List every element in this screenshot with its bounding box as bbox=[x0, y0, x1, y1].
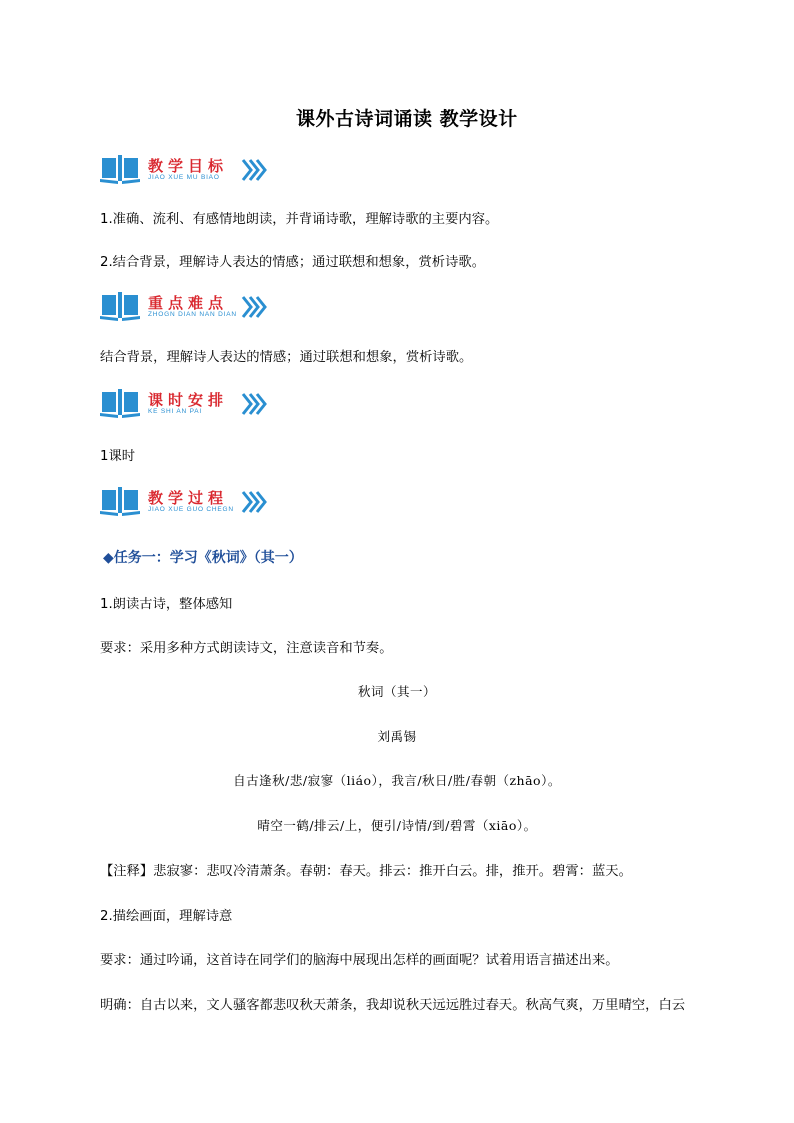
requirement-text: 要求：采用多种方式朗读诗文，注意读音和节奏。 bbox=[100, 641, 393, 656]
document-title: 课外古诗词诵读 教学设计 bbox=[296, 108, 518, 130]
book-icon bbox=[100, 155, 140, 185]
section-heading-process bbox=[100, 487, 300, 523]
poem-line: 自古逢秋/悲/寂寥（liáo），我言/秋日/胜/春朝（zhāo）。 bbox=[233, 773, 561, 788]
poem-line: 晴空一鹤/排云/上，便引/诗情/到/碧霄（xiāo）。 bbox=[257, 818, 537, 833]
task-heading: ◆任务一：学习《秋词》（其一） bbox=[103, 550, 303, 566]
heading-label: 教学目标 bbox=[148, 157, 229, 175]
book-icon bbox=[100, 389, 140, 419]
book-icon bbox=[100, 487, 140, 517]
requirement-text: 要求：通过吟诵，这首诗在同学们的脑海中展现出怎样的画面呢？试着用语言描述出来。 bbox=[100, 953, 619, 968]
heading-label: 课时安排 bbox=[148, 391, 229, 409]
section-heading-key-points bbox=[100, 292, 300, 328]
section-heading-schedule bbox=[100, 389, 300, 425]
heading-pinyin: JIAO XUE MU BIAO bbox=[148, 174, 220, 181]
step-heading: 2.描绘画面，理解诗意 bbox=[100, 909, 233, 924]
chevron-right-icon bbox=[241, 391, 267, 417]
annotation-text: 【注释】悲寂寥：悲叹冷清萧条。春朝：春天。排云：推开白云。排，推开。碧霄：蓝天。 bbox=[100, 864, 632, 879]
heading-label: 教学过程 bbox=[148, 489, 229, 507]
heading-label: 重点难点 bbox=[148, 294, 229, 312]
heading-pinyin: ZHOGN DIAN NAN DIAN bbox=[148, 311, 237, 318]
chevron-right-icon bbox=[241, 489, 267, 515]
poem-title: 秋词（其一） bbox=[357, 684, 436, 699]
key-points-text: 结合背景，理解诗人表达的情感；通过联想和想象，赏析诗歌。 bbox=[100, 350, 473, 365]
schedule-text: 1课时 bbox=[100, 449, 136, 464]
step-heading: 1.朗读古诗，整体感知 bbox=[100, 597, 233, 612]
heading-pinyin: JIAO XUE GUO CHEGN bbox=[148, 506, 234, 513]
heading-pinyin: KE SHI AN PAI bbox=[148, 408, 202, 415]
chevron-right-icon bbox=[241, 294, 267, 320]
poem-author: 刘禹锡 bbox=[377, 729, 417, 744]
goal-item: 2.结合背景，理解诗人表达的情感；通过联想和想象，赏析诗歌。 bbox=[100, 255, 485, 270]
answer-text: 明确：自古以来，文人骚客都悲叹秋天萧条，我却说秋天远远胜过春天。秋高气爽，万里晴空，白云 bbox=[100, 998, 686, 1013]
goal-item: 1.准确、流利、有感情地朗读，并背诵诗歌，理解诗歌的主要内容。 bbox=[100, 212, 499, 227]
book-icon bbox=[100, 292, 140, 322]
section-heading-goals bbox=[100, 155, 300, 191]
chevron-right-icon bbox=[241, 157, 267, 183]
